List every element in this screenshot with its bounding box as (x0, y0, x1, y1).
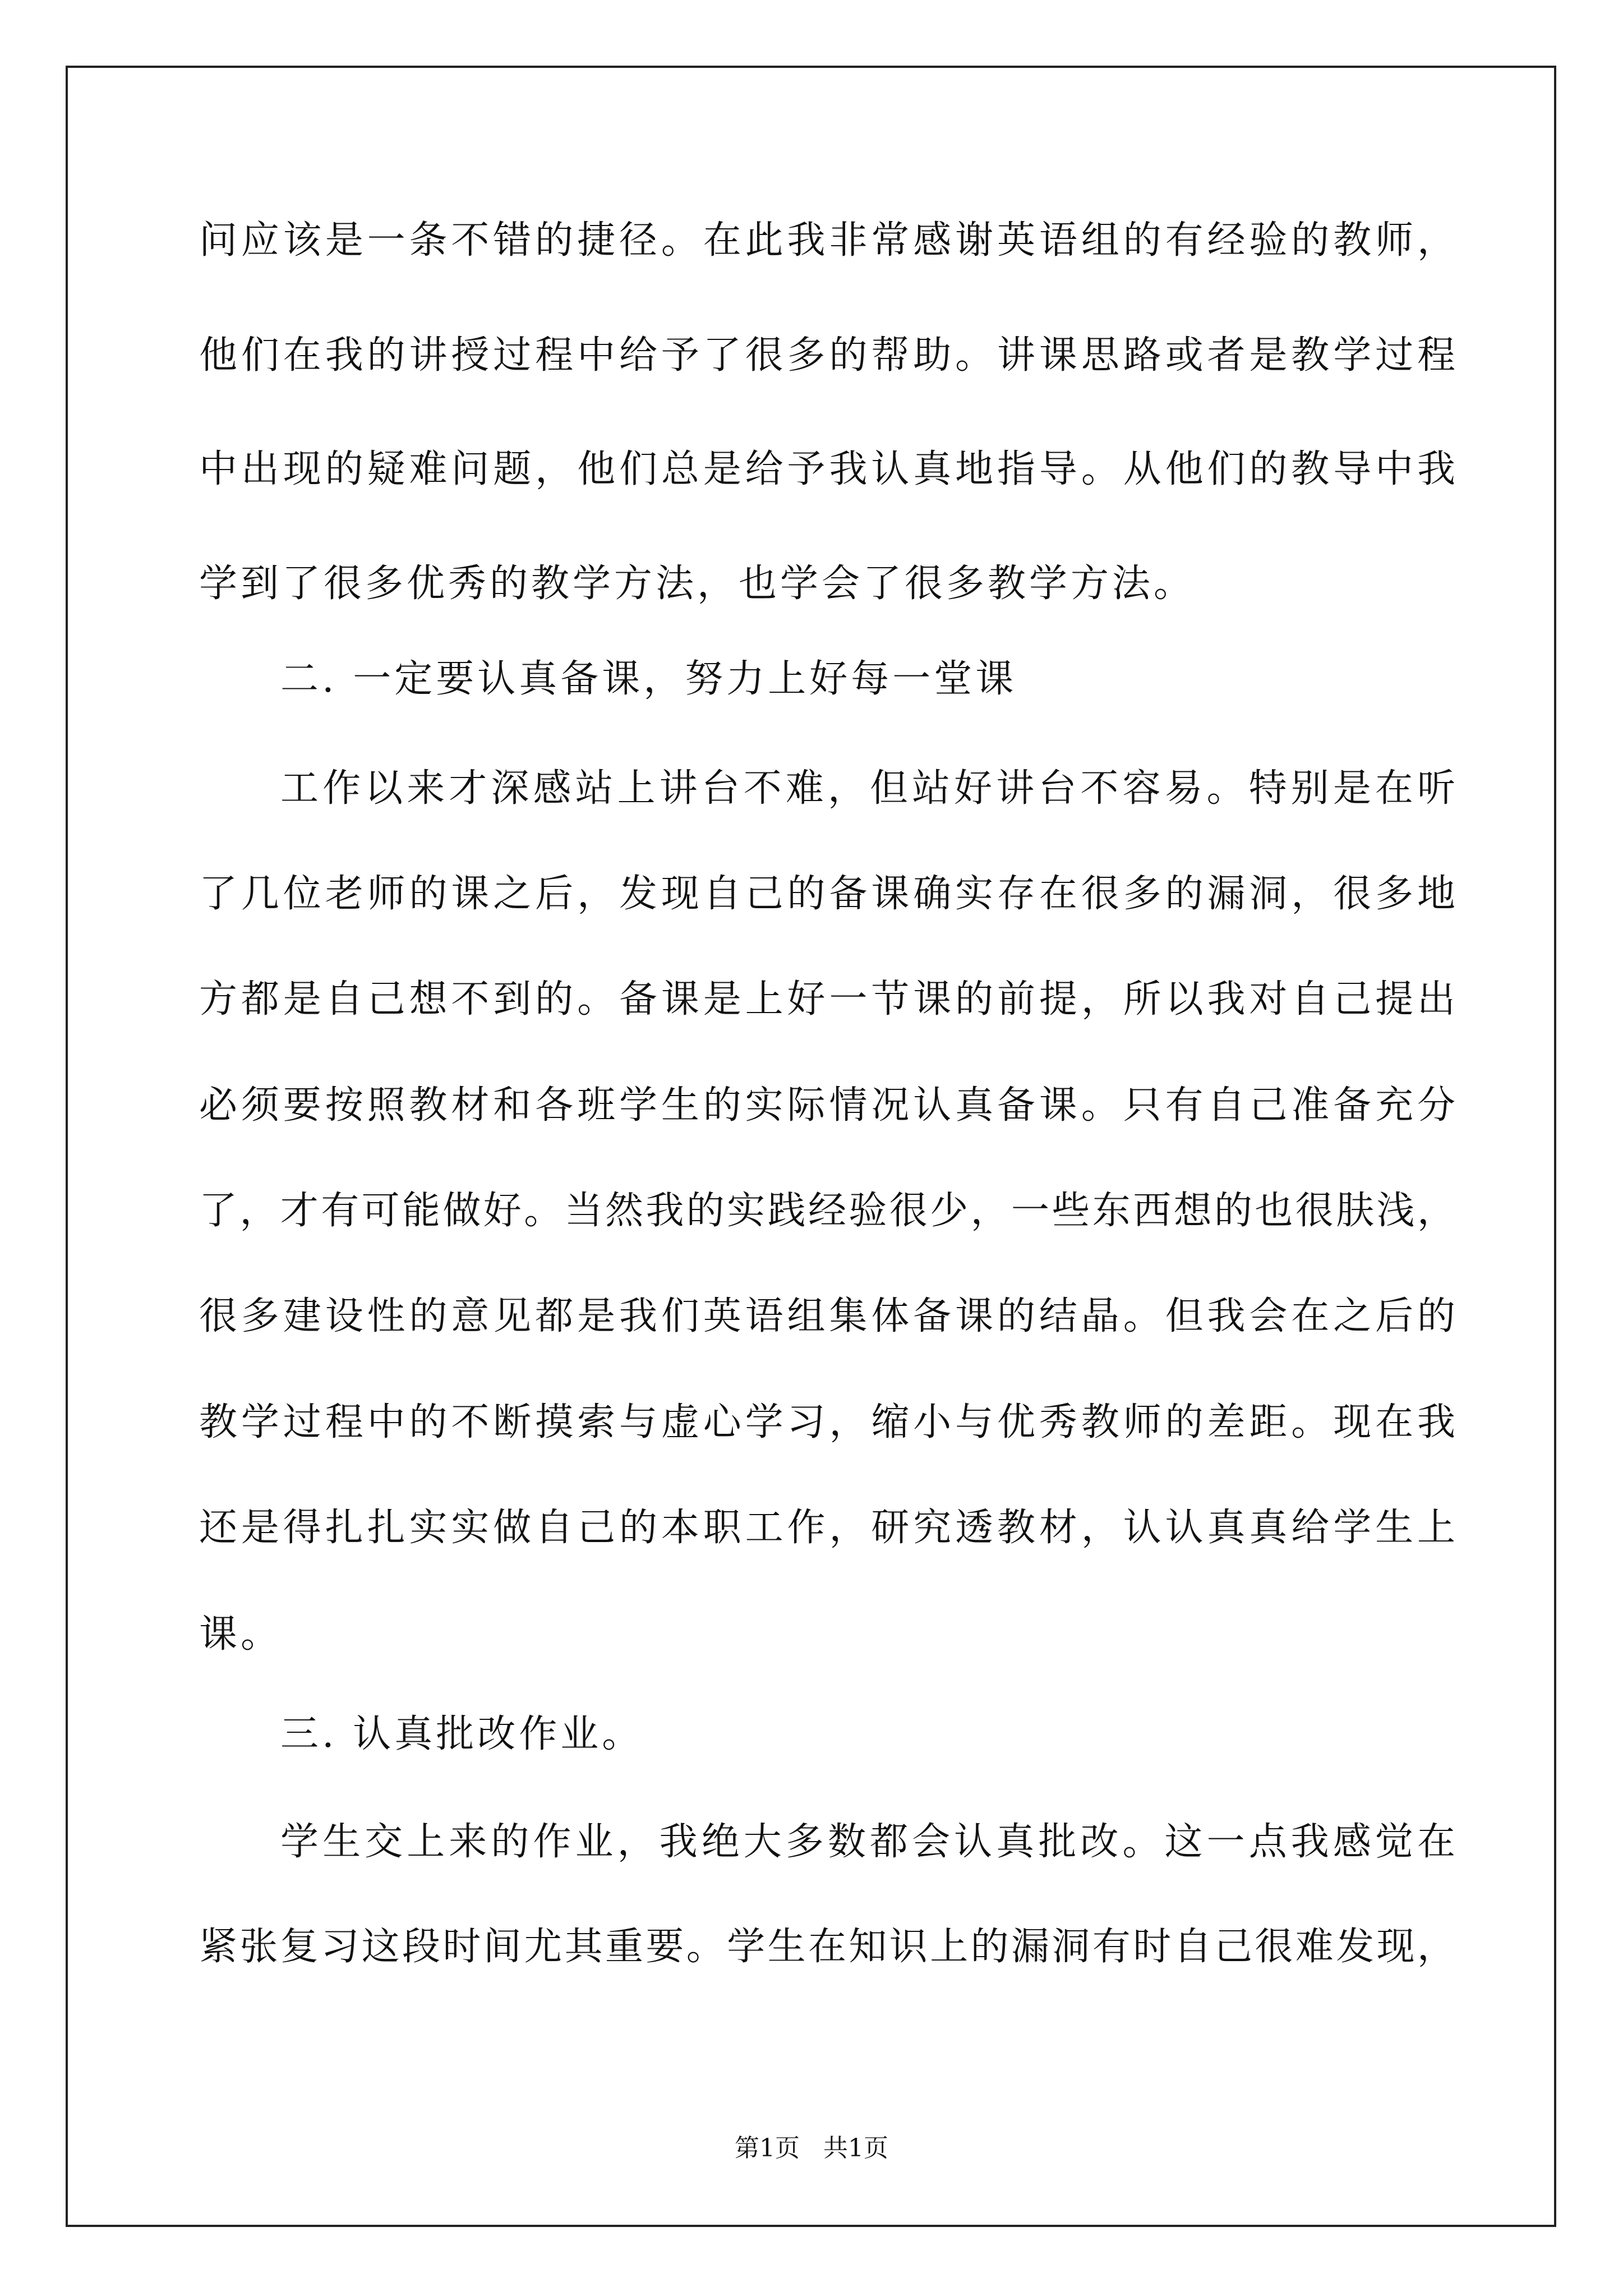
body-line: 中出现的疑难问题，他们总是给予我认真地指导。从他们的教导中我 (199, 447, 1455, 491)
body-line: 课。 (199, 1612, 283, 1657)
body-line: 还是得扎扎实实做自己的本职工作，研究透教材，认认真真给学生上 (199, 1506, 1455, 1550)
section-heading: 三. 认真批改作业。 (280, 1712, 644, 1756)
body-line: 方都是自己想不到的。备课是上好一节课的前提，所以我对自己提出 (199, 977, 1455, 1022)
body-line: 很多建设性的意见都是我们英语组集体备课的结晶。但我会在之后的 (199, 1294, 1455, 1338)
page-border (66, 66, 1556, 2227)
body-line: 工作以来才深感站上讲台不难，但站好讲台不容易。特别是在听 (280, 766, 1455, 811)
body-line: 紧张复习这段时间尤其重要。学生在知识上的漏洞有时自己很难发现， (199, 1925, 1455, 1969)
body-line: 问应该是一条不错的捷径。在此我非常感谢英语组的有经验的教师， (199, 218, 1455, 263)
section-heading: 二. 一定要认真备课，努力上好每一堂课 (280, 657, 1017, 701)
body-line: 了几位老师的课之后，发现自己的备课确实存在很多的漏洞，很多地 (199, 872, 1455, 916)
page-footer: 第1页 共1页 (735, 2134, 888, 2162)
body-line: 学生交上来的作业，我绝大多数都会认真批改。这一点我感觉在 (280, 1820, 1455, 1864)
body-line: 他们在我的讲授过程中给予了很多的帮助。讲课思路或者是教学过程 (199, 333, 1455, 378)
body-line: 学到了很多优秀的教学方法，也学会了很多教学方法。 (199, 562, 1196, 606)
body-line: 教学过程中的不断摸索与虚心学习，缩小与优秀教师的差距。现在我 (199, 1400, 1455, 1444)
body-line: 了，才有可能做好。当然我的实践经验很少，一些东西想的也很肤浅， (199, 1189, 1455, 1233)
body-line: 必须要按照教材和各班学生的实际情况认真备课。只有自己准备充分 (199, 1083, 1455, 1128)
